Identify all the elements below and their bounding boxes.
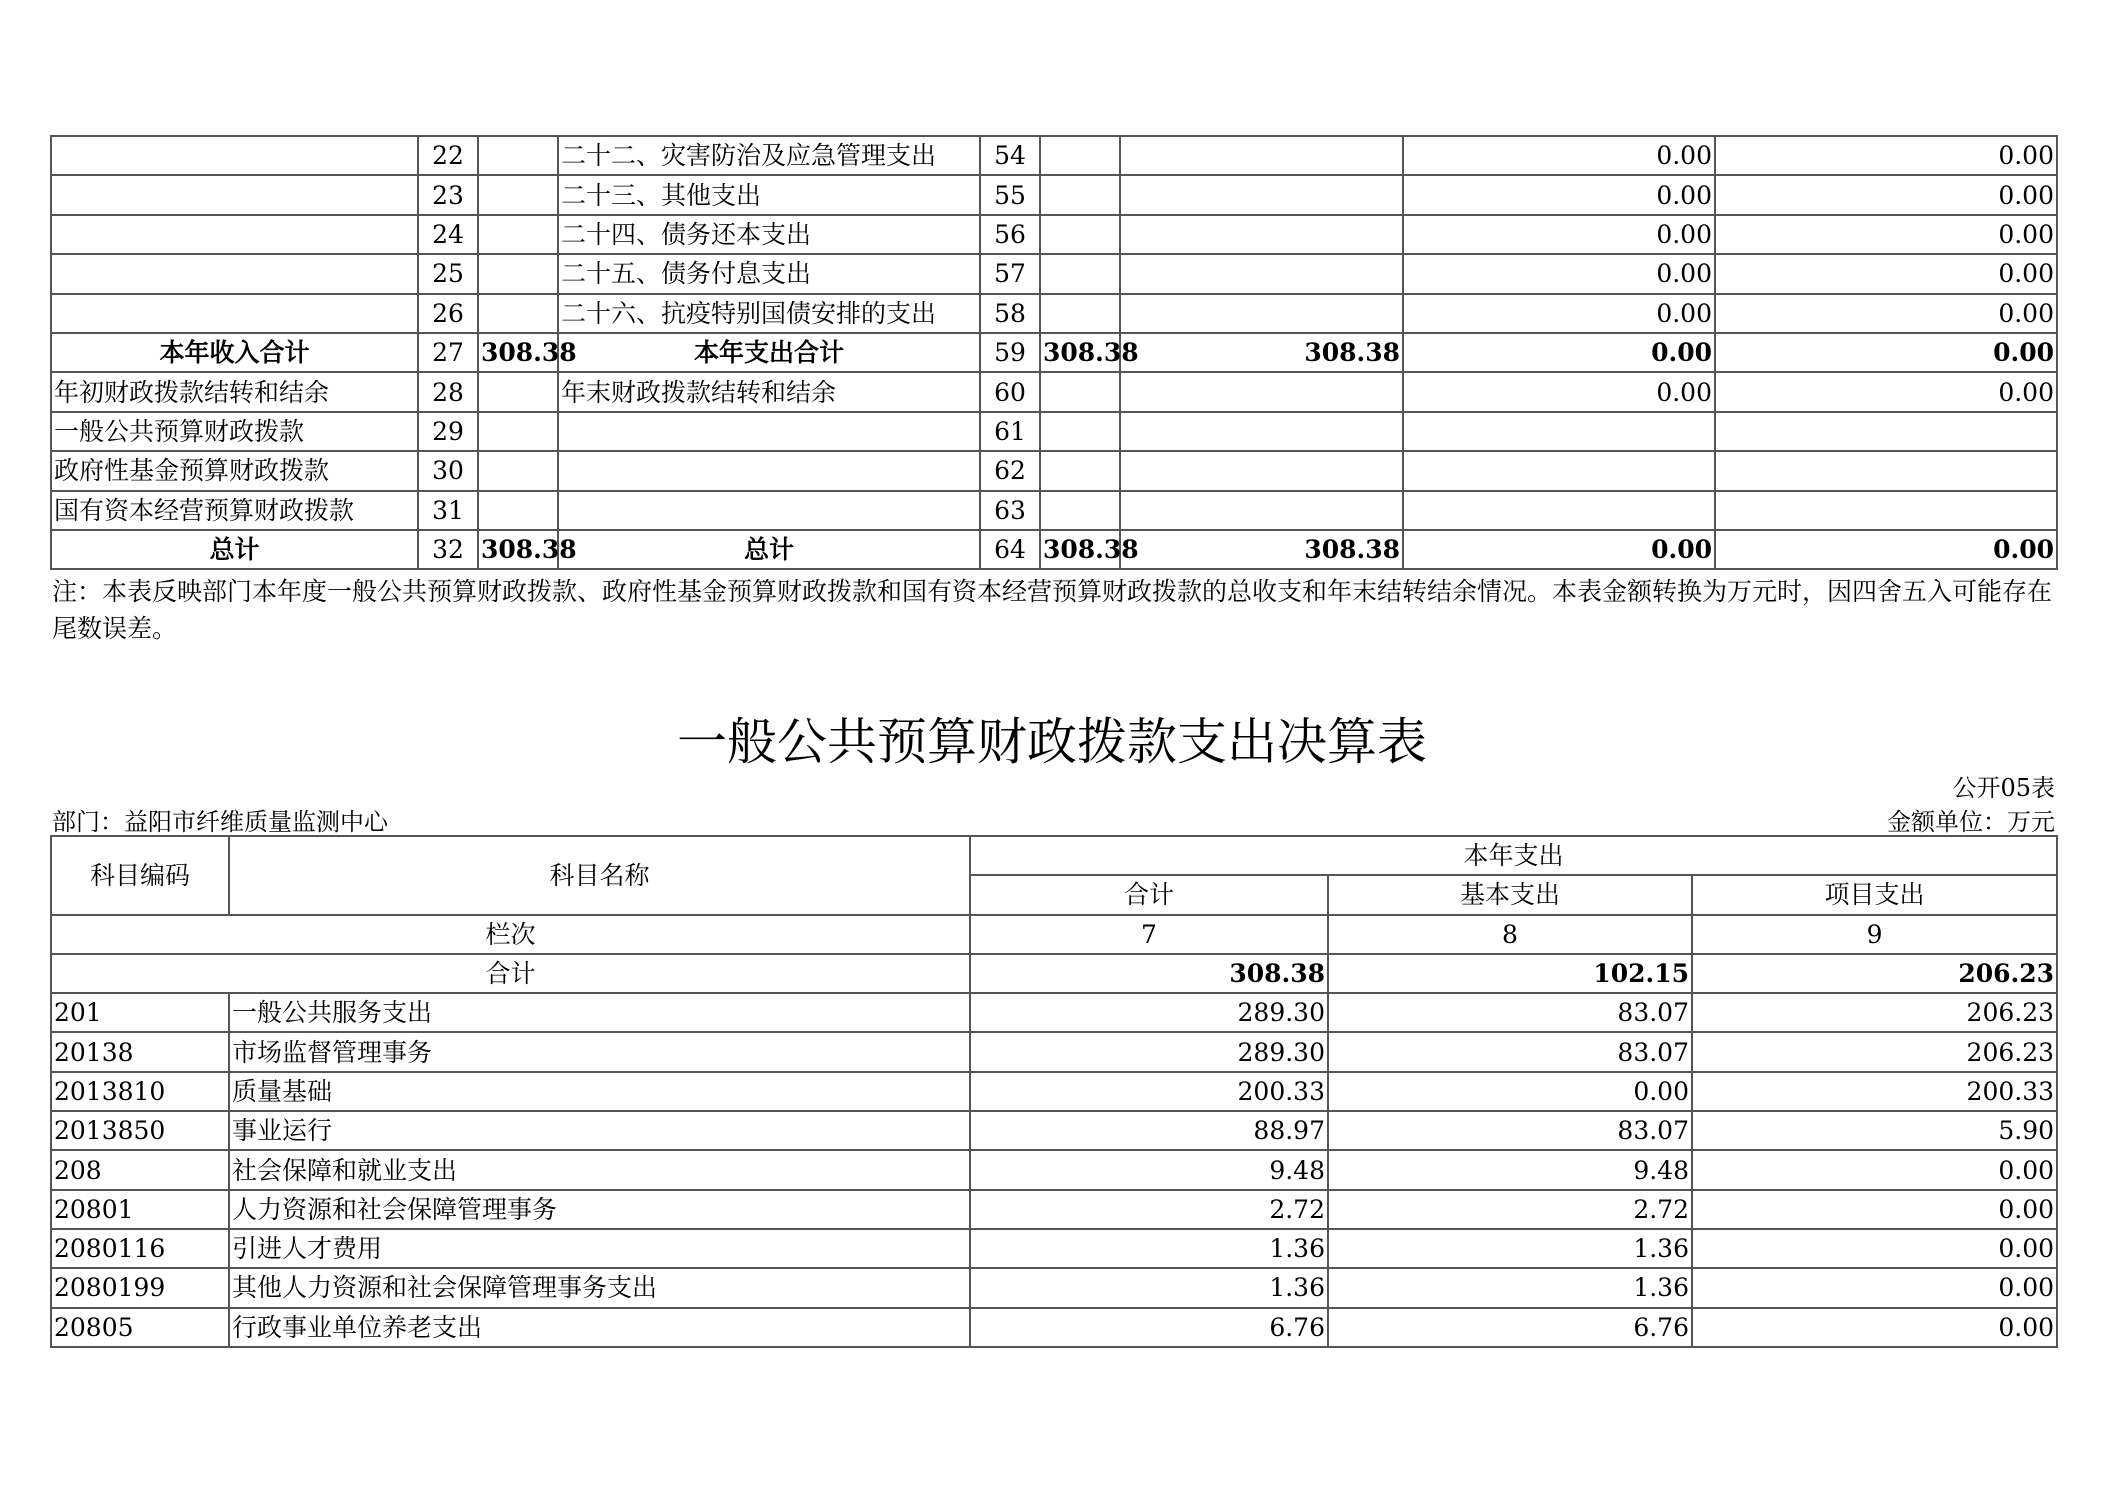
table-row [51,294,2057,333]
expense-amount-cell [1040,451,1120,490]
table-row [51,1308,2057,1347]
total-expense-cell: 6.76 [970,1308,1328,1347]
table-row [51,451,2057,490]
header-project: 项目支出 [1692,875,2057,914]
government-fund-cell [1403,491,1715,530]
income-name-cell: 政府性基金预算财政拨款 [51,451,418,490]
income-name-cell [51,136,418,175]
government-fund-cell: 0.00 [1403,530,1715,569]
income-row-number-cell: 29 [418,412,478,451]
subject-code-cell: 208 [51,1150,229,1189]
subject-code-cell: 2013850 [51,1111,229,1150]
table-row [51,1150,2057,1189]
subject-code-cell: 20805 [51,1308,229,1347]
income-name-cell: 一般公共预算财政拨款 [51,412,418,451]
income-row-number-cell: 24 [418,215,478,254]
sum-label: 合计 [51,954,970,993]
sum-project: 206.23 [1692,954,2057,993]
subject-name-cell: 人力资源和社会保障管理事务 [229,1190,970,1229]
expenditure-table-body [51,993,2057,1347]
expense-row-number-cell: 63 [980,491,1040,530]
table-row [51,1032,2057,1071]
expense-name-cell: 二十五、债务付息支出 [558,254,980,293]
header-code: 科目编码 [51,836,229,915]
table-row [51,254,2057,293]
income-row-number-cell: 23 [418,175,478,214]
income-name-cell: 总计 [51,530,418,569]
basic-expense-cell: 83.07 [1328,1032,1692,1071]
table-row [51,175,2057,214]
state-capital-cell [1715,412,2057,451]
project-expense-cell: 0.00 [1692,1268,2057,1307]
government-fund-cell: 0.00 [1403,333,1715,372]
government-fund-cell: 0.00 [1403,215,1715,254]
income-amount-cell [478,491,558,530]
expenditure-table [50,835,2058,1348]
table-row [51,1229,2057,1268]
state-capital-cell: 0.00 [1715,175,2057,214]
expense-row-number-cell: 64 [980,530,1040,569]
header-basic: 基本支出 [1328,875,1692,914]
expenditure-table-header [51,836,2057,993]
government-fund-cell: 0.00 [1403,372,1715,411]
project-expense-cell: 0.00 [1692,1229,2057,1268]
expense-amount-cell: 308.38 [1040,333,1120,372]
expense-amount-cell: 308.38 [1040,530,1120,569]
subject-code-cell: 201 [51,993,229,1032]
project-expense-cell: 5.90 [1692,1111,2057,1150]
expense-amount-cell [1040,491,1120,530]
sum-basic: 102.15 [1328,954,1692,993]
expense-amount-cell [1040,372,1120,411]
header-row-1 [51,836,2057,875]
income-row-number-cell: 26 [418,294,478,333]
subject-code-cell: 2013810 [51,1072,229,1111]
expense-amount-cell [1040,175,1120,214]
income-amount-cell [478,136,558,175]
government-fund-cell: 0.00 [1403,294,1715,333]
state-capital-cell: 0.00 [1715,530,2057,569]
general-budget-cell: 308.38 [1120,333,1403,372]
general-budget-cell [1120,412,1403,451]
total-expense-cell: 1.36 [970,1268,1328,1307]
state-capital-cell: 0.00 [1715,333,2057,372]
state-capital-cell: 0.00 [1715,294,2057,333]
project-expense-cell: 0.00 [1692,1150,2057,1189]
expense-name-cell [558,451,980,490]
general-budget-cell [1120,372,1403,411]
state-capital-cell: 0.00 [1715,254,2057,293]
general-budget-cell [1120,254,1403,293]
table-row [51,491,2057,530]
income-row-number-cell: 28 [418,372,478,411]
expense-amount-cell [1040,294,1120,333]
state-capital-cell: 0.00 [1715,215,2057,254]
income-amount-cell [478,372,558,411]
header-name: 科目名称 [229,836,970,915]
total-expense-cell: 1.36 [970,1229,1328,1268]
column-number-row [51,915,2057,954]
subject-code-cell: 2080199 [51,1268,229,1307]
basic-expense-cell: 9.48 [1328,1150,1692,1189]
income-amount-cell [478,254,558,293]
column-number-project: 9 [1692,915,2057,954]
total-expense-cell: 88.97 [970,1111,1328,1150]
project-expense-cell: 200.33 [1692,1072,2057,1111]
expense-amount-cell [1040,254,1120,293]
general-budget-cell: 308.38 [1120,530,1403,569]
table-row [51,215,2057,254]
income-name-cell [51,175,418,214]
table-note: 注：本表反映部门本年度一般公共预算财政拨款、政府性基金预算财政拨款和国有资本经营预算财政拨款的总收支和年末结转结余情况。本表金额转换为万元时，因四舍五入可能存在尾数误差。 [52,577,2053,643]
expense-name-cell: 二十三、其他支出 [558,175,980,214]
expense-name-cell: 二十二、灾害防治及应急管理支出 [558,136,980,175]
table-row [51,1268,2057,1307]
expense-name-cell: 二十六、抗疫特别国债安排的支出 [558,294,980,333]
income-amount-cell [478,294,558,333]
expense-name-cell: 总计 [558,530,980,569]
income-row-number-cell: 32 [418,530,478,569]
income-row-number-cell: 27 [418,333,478,372]
basic-expense-cell: 6.76 [1328,1308,1692,1347]
total-expense-cell: 200.33 [970,1072,1328,1111]
form-number: 公开05表 [1952,774,2055,802]
income-amount-cell [478,175,558,214]
subject-name-cell: 一般公共服务支出 [229,993,970,1032]
expense-amount-cell [1040,412,1120,451]
subject-name-cell: 市场监督管理事务 [229,1032,970,1071]
sum-total: 308.38 [970,954,1328,993]
expense-name-cell: 年末财政拨款结转和结余 [558,372,980,411]
expense-row-number-cell: 54 [980,136,1040,175]
basic-expense-cell: 1.36 [1328,1268,1692,1307]
expense-row-number-cell: 57 [980,254,1040,293]
project-expense-cell: 206.23 [1692,1032,2057,1071]
expense-row-number-cell: 56 [980,215,1040,254]
expense-row-number-cell: 55 [980,175,1040,214]
basic-expense-cell: 83.07 [1328,993,1692,1032]
project-expense-cell: 0.00 [1692,1308,2057,1347]
column-number-basic: 8 [1328,915,1692,954]
general-budget-cell [1120,175,1403,214]
income-row-number-cell: 25 [418,254,478,293]
state-capital-cell [1715,451,2057,490]
subject-name-cell: 引进人才费用 [229,1229,970,1268]
basic-expense-cell: 1.36 [1328,1229,1692,1268]
summary-table-body [51,136,2057,569]
expense-row-number-cell: 61 [980,412,1040,451]
government-fund-cell: 0.00 [1403,136,1715,175]
general-budget-cell [1120,294,1403,333]
table-row [51,372,2057,411]
income-amount-cell [478,451,558,490]
income-amount-cell [478,412,558,451]
income-name-cell [51,215,418,254]
income-row-number-cell: 30 [418,451,478,490]
subject-name-cell: 行政事业单位养老支出 [229,1308,970,1347]
government-fund-cell [1403,451,1715,490]
department-label: 部门：益阳市纤维质量监测中心 [52,808,388,836]
general-budget-cell [1120,136,1403,175]
total-expense-cell: 289.30 [970,1032,1328,1071]
state-capital-cell: 0.00 [1715,372,2057,411]
government-fund-cell: 0.00 [1403,254,1715,293]
total-expense-cell: 289.30 [970,993,1328,1032]
header-total: 合计 [970,875,1328,914]
income-name-cell [51,254,418,293]
subject-code-cell: 20801 [51,1190,229,1229]
subject-name-cell: 质量基础 [229,1072,970,1111]
state-capital-cell: 0.00 [1715,136,2057,175]
government-fund-cell [1403,412,1715,451]
general-budget-cell [1120,215,1403,254]
expense-row-number-cell: 62 [980,451,1040,490]
project-expense-cell: 0.00 [1692,1190,2057,1229]
income-name-cell: 国有资本经营预算财政拨款 [51,491,418,530]
table-row [51,412,2057,451]
table-row [51,1072,2057,1111]
table-row [51,333,2057,372]
expense-name-cell: 本年支出合计 [558,333,980,372]
income-name-cell [51,294,418,333]
expense-name-cell: 二十四、债务还本支出 [558,215,980,254]
expense-name-cell [558,491,980,530]
state-capital-cell [1715,491,2057,530]
sum-row [51,954,2057,993]
expense-row-number-cell: 60 [980,372,1040,411]
unit-label: 金额单位：万元 [1887,808,2055,836]
subject-name-cell: 事业运行 [229,1111,970,1150]
basic-expense-cell: 0.00 [1328,1072,1692,1111]
general-budget-cell [1120,451,1403,490]
table-row [51,1190,2057,1229]
expense-name-cell [558,412,980,451]
income-name-cell: 本年收入合计 [51,333,418,372]
income-amount-cell [478,215,558,254]
expense-amount-cell [1040,136,1120,175]
government-fund-cell: 0.00 [1403,175,1715,214]
table-row [51,1111,2057,1150]
income-amount-cell: 308.38 [478,333,558,372]
table-row [51,136,2057,175]
expense-amount-cell [1040,215,1120,254]
income-name-cell: 年初财政拨款结转和结余 [51,372,418,411]
general-budget-cell [1120,491,1403,530]
basic-expense-cell: 83.07 [1328,1111,1692,1150]
header-group: 本年支出 [970,836,2057,875]
column-number-label: 栏次 [51,915,970,954]
subject-name-cell: 其他人力资源和社会保障管理事务支出 [229,1268,970,1307]
expense-row-number-cell: 59 [980,333,1040,372]
total-expense-cell: 2.72 [970,1190,1328,1229]
table-row [51,993,2057,1032]
income-row-number-cell: 22 [418,136,478,175]
table-row [51,530,2057,569]
subject-code-cell: 2080116 [51,1229,229,1268]
income-row-number-cell: 31 [418,491,478,530]
income-amount-cell: 308.38 [478,530,558,569]
page-title: 一般公共预算财政拨款支出决算表 [677,713,1427,771]
total-expense-cell: 9.48 [970,1150,1328,1189]
expense-row-number-cell: 58 [980,294,1040,333]
basic-expense-cell: 2.72 [1328,1190,1692,1229]
subject-code-cell: 20138 [51,1032,229,1071]
project-expense-cell: 206.23 [1692,993,2057,1032]
column-number-total: 7 [970,915,1328,954]
income-expense-summary-table [50,135,2058,570]
subject-name-cell: 社会保障和就业支出 [229,1150,970,1189]
